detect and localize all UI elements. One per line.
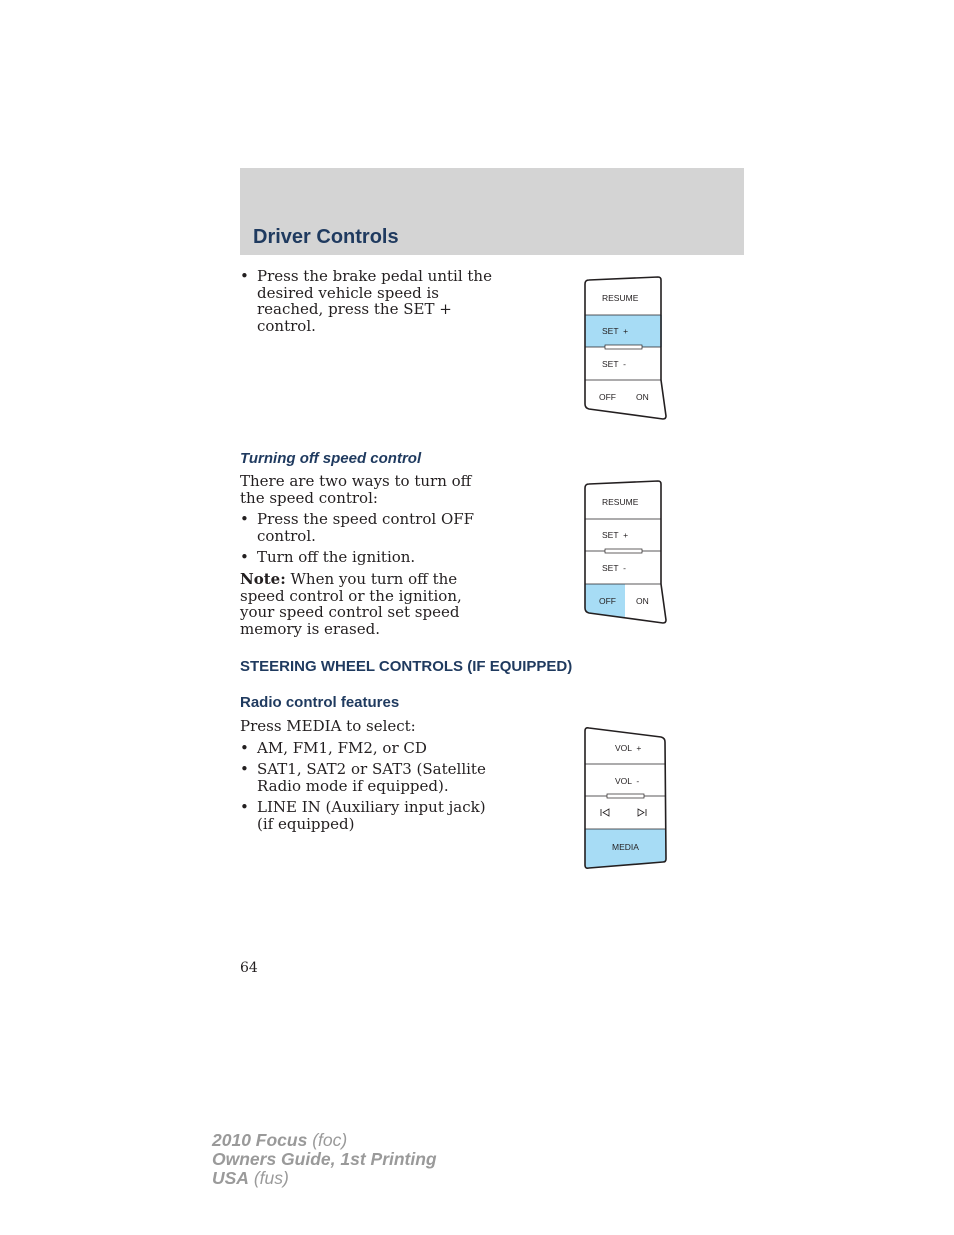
footer-line-1 <box>212 1131 437 1150</box>
vol-minus-label: VOL - <box>615 776 640 786</box>
radio-bullet-list <box>240 740 500 833</box>
list-item: • AM, FM1, FM2, or CD <box>240 740 500 757</box>
on-label: ON <box>636 596 649 606</box>
footer-market-code: (fus) <box>248 1168 289 1188</box>
resume-label: RESUME <box>602 497 639 507</box>
radio-features-heading: Radio control features <box>240 694 400 711</box>
seek-back-icon <box>601 809 609 816</box>
seek-forward-icon <box>638 809 646 816</box>
page-number: 64 <box>240 960 258 976</box>
list-item: • Press the speed control OFF control. <box>240 511 500 544</box>
note-paragraph <box>240 571 500 637</box>
page-title: Driver Controls <box>253 226 399 248</box>
list-item: • SAT1, SAT2 or SAT3 (Satellite Radio mode if equipped). <box>240 761 500 794</box>
vol-plus-label: VOL + <box>615 743 642 753</box>
off-label: OFF <box>599 392 616 402</box>
intro-bullet-list <box>240 268 500 334</box>
footer-model: 2010 Focus <box>212 1130 308 1150</box>
turning-off-intro: There are two ways to turn off the speed control: <box>240 472 472 507</box>
footer-line-3 <box>212 1169 437 1188</box>
footer-guide: Owners Guide, 1st Printing <box>212 1149 437 1169</box>
radio-control-panel <box>580 723 672 873</box>
set-plus-label: SET + <box>602 530 629 540</box>
resume-label: RESUME <box>602 293 639 303</box>
turning-off-block <box>240 473 500 642</box>
list-item: • Turn off the ignition. <box>240 549 500 566</box>
ridge-mark <box>605 549 642 553</box>
list-item: • Press the brake pedal until the desired vehicle speed is reached, press the SET + control. <box>240 268 500 334</box>
list-item: • LINE IN (Auxiliary input jack) (if equipped) <box>240 799 500 832</box>
note-text: When you turn off the speed control or the ignition, your speed control set speed memory is erased. <box>240 569 462 638</box>
radio-intro: Press MEDIA to select: <box>240 717 416 735</box>
turning-off-bullet-list <box>240 511 500 566</box>
radio-block <box>240 718 500 838</box>
footer <box>212 1131 437 1188</box>
speed-control-panel-set-highlight <box>580 274 672 424</box>
off-label: OFF <box>599 596 616 606</box>
set-minus-label: SET - <box>602 359 626 369</box>
media-label: MEDIA <box>612 842 639 852</box>
set-minus-label: SET - <box>602 563 626 573</box>
speed-control-panel-off-highlight <box>580 478 672 628</box>
ridge-mark <box>605 345 642 349</box>
intro-block <box>240 268 500 339</box>
footer-model-code: (foc) <box>307 1130 348 1150</box>
on-label: ON <box>636 392 649 402</box>
header-band <box>240 168 744 255</box>
turning-off-heading: Turning off speed control <box>240 450 422 467</box>
set-plus-label: SET + <box>602 326 629 336</box>
steering-controls-heading: STEERING WHEEL CONTROLS (IF EQUIPPED) <box>240 658 573 675</box>
footer-line-2 <box>212 1150 437 1169</box>
footer-market: USA <box>212 1168 249 1188</box>
note-label: Note: <box>240 569 286 588</box>
ridge-mark <box>607 794 644 798</box>
